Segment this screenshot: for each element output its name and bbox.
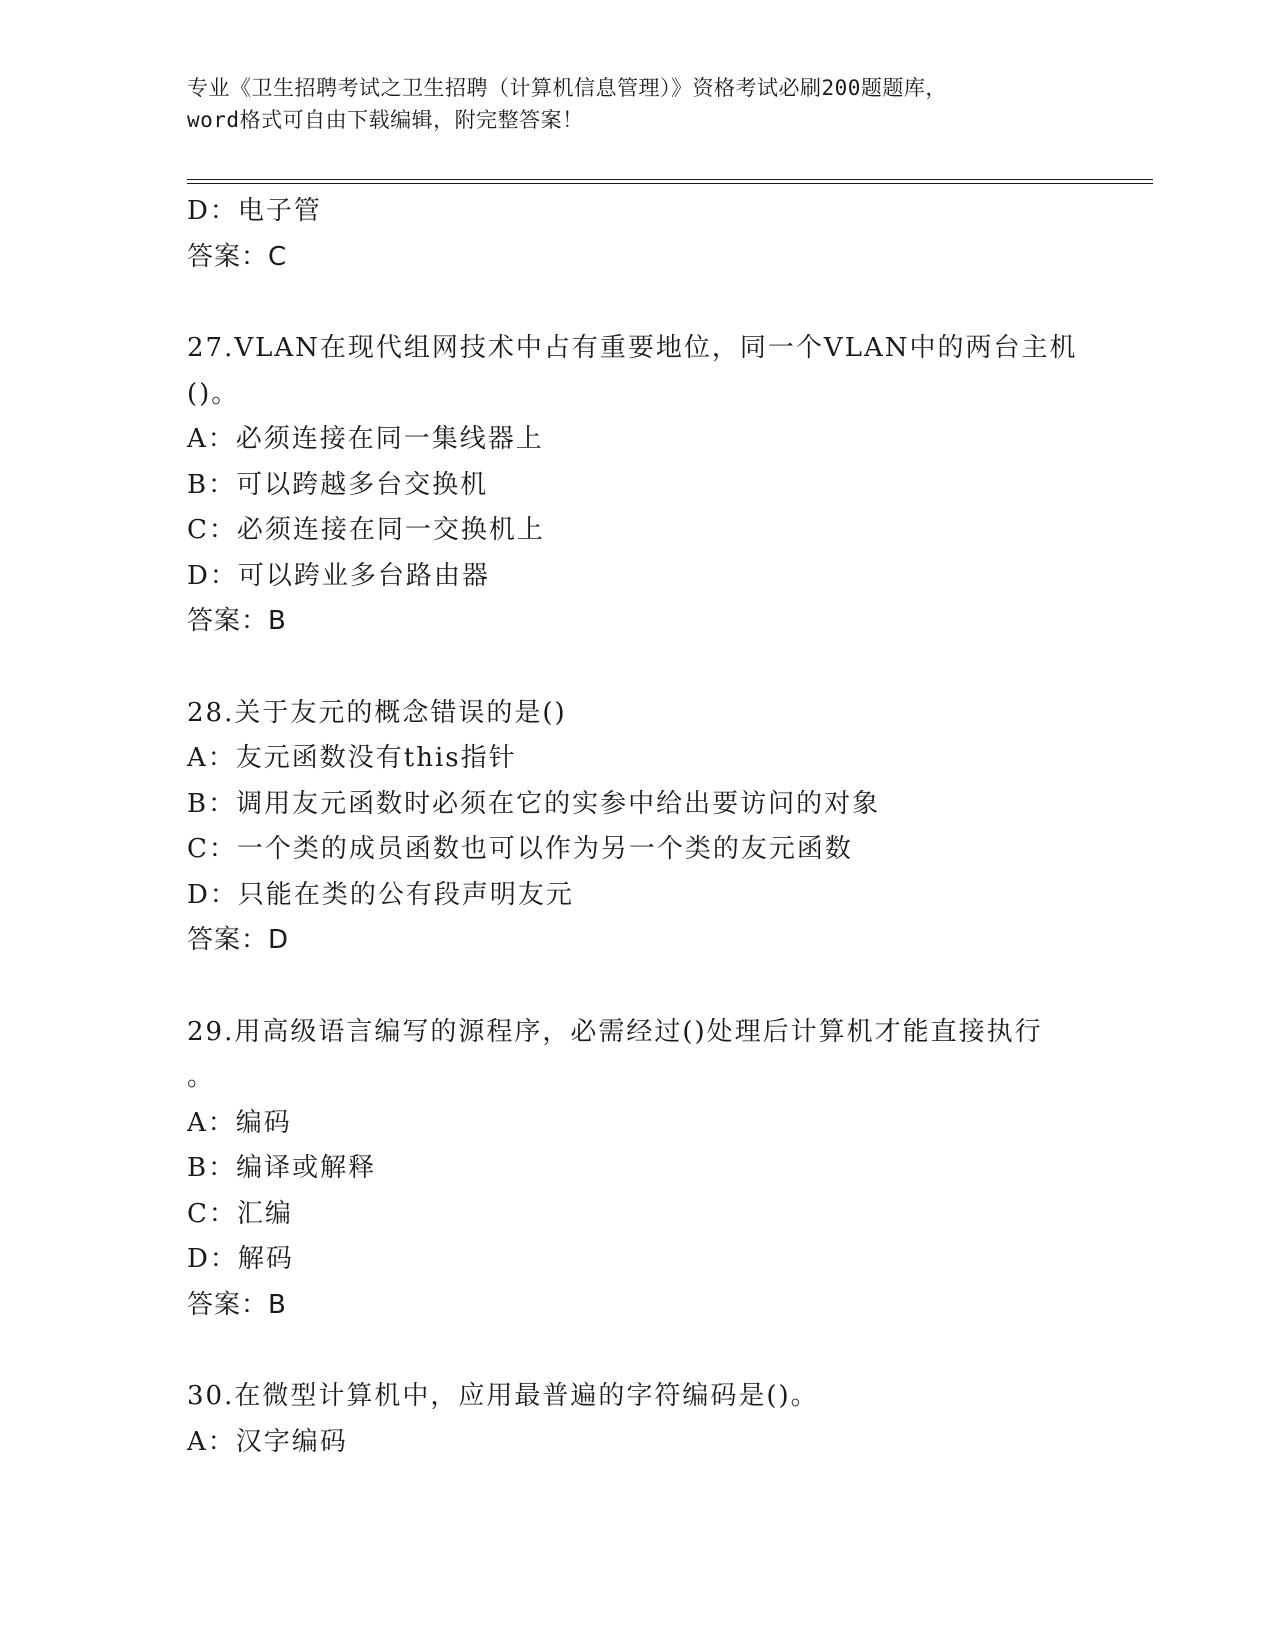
option-d: D：只能在类的公有段声明友元 [187,879,574,910]
header-rule-top [187,179,1153,180]
option-c: C：一个类的成员函数也可以作为另一个类的友元函数 [187,834,853,864]
question-stem: 29.用高级语言编写的源程序，必需经过()处理后计算机才能直接执行 [187,1016,1043,1047]
document-header [187,72,1087,136]
option-b: B：编译或解释 [187,1153,377,1183]
option-d: D：电子管 [187,196,322,226]
question-stem-cont: ()。 [187,378,240,409]
option-a: A：汉字编码 [187,1426,348,1457]
answer-label: 答案：B [187,606,287,636]
question-27 [187,326,1087,645]
question-30 [187,1374,1087,1465]
question-stem: 28.关于友元的概念错误的是() [187,697,567,728]
answer-label: 答案：B [187,1289,287,1320]
option-a: A：编码 [187,1107,292,1138]
question-stem: 27.VLAN在现代组网技术中占有重要地位，同一个VLAN中的两台主机 [187,333,1078,363]
option-d: D：解码 [187,1244,294,1274]
option-b: B：可以跨越多台交换机 [187,469,489,500]
option-a: A：友元函数没有this指针 [187,743,517,773]
header-rule-bottom [187,183,1153,184]
header-line-1: 专业《卫生招聘考试之卫生招聘（计算机信息管理）》资格考试必刷200题题库， [187,76,947,100]
header-line-2: word格式可自由下载编辑，附完整答案！ [187,108,584,132]
question-list [187,189,1087,1465]
question-28 [187,691,1087,964]
option-a: A：必须连接在同一集线器上 [187,424,544,454]
option-c: C：必须连接在同一交换机上 [187,515,545,545]
answer-label: 答案：C [187,241,288,272]
question-stem-cont: 。 [187,1062,216,1092]
answer-label: 答案：D [187,925,290,955]
option-b: B：调用友元函数时必须在它的实参中给出要访问的对象 [187,788,881,819]
option-d: D：可以跨业多台路由器 [187,560,490,591]
option-c: C：汇编 [187,1198,293,1229]
question-stem: 30.在微型计算机中，应用最普遍的字符编码是()。 [187,1381,819,1411]
question-29 [187,1010,1087,1329]
